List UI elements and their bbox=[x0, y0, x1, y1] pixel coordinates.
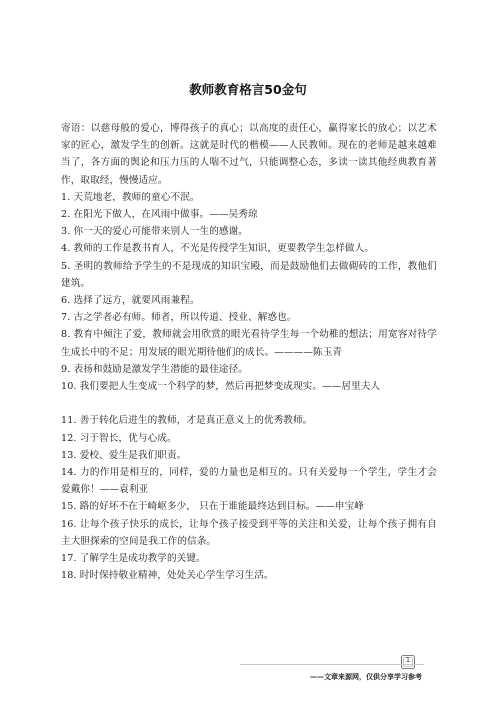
quote-item: 4. 教师的工作是教书育人，不光是传授学生知识，更要教学生怎样做人。 bbox=[61, 243, 375, 255]
quote-item: 13. 爱校、爱生是我们职责。 bbox=[61, 449, 187, 461]
quote-item: 5. 圣明的教师给予学生的不是现成的知识宝殿，而是鼓励他们去做砌砖的工作，教他们建筑。 bbox=[61, 260, 437, 289]
quote-item: 14. 力的作用是相互的，同样，爱的力量也是相互的。只有关爱每一个学生，学生才会爱戴你！——袁利亚 bbox=[61, 467, 437, 496]
document-title: 教师教育格言50金句 bbox=[189, 82, 307, 97]
quote-item: 2. 在阳光下做人，在风雨中做事。——吴秀琼 bbox=[61, 209, 258, 221]
quote-item: 18. 时时保持敬业精神，处处关心学生学习生活。 bbox=[61, 570, 274, 582]
quote-item: 12. 习于智长，优与心成。 bbox=[61, 432, 177, 444]
quote-item: 16. 让每个孩子快乐的成长，让每个孩子接受到平等的关注和关爱，让每个孩子拥有自主大胆探索的空间是我工作的信条。 bbox=[61, 518, 437, 547]
quote-item: 6. 选择了远方，就要风雨兼程。 bbox=[61, 295, 200, 307]
quote-item: 15. 路的好坏不在于崎岖多少， 只在于谁能最终达到目标。——申宝峰 bbox=[61, 501, 364, 513]
quote-item: 7. 古之学者必有师。师者，所以传道、授业、解惑也。 bbox=[61, 312, 297, 324]
page-number-badge bbox=[401, 655, 415, 669]
footer-divider bbox=[240, 664, 424, 665]
quote-item: 1. 天荒地老，教师的童心不泯。 bbox=[61, 191, 200, 203]
quote-item: 9. 表扬和鼓励是激发学生潜能的最佳途径。 bbox=[61, 363, 248, 375]
quote-item: 10. 我们要把人生变成一个科学的梦，然后再把梦变成现实。——居里夫人 bbox=[61, 381, 381, 393]
footer-source-note: ——文章来源网，仅供分享学习参考 bbox=[310, 673, 422, 681]
document-body bbox=[61, 120, 437, 584]
quote-item: 17. 了解学生是成功教学的关键。 bbox=[61, 553, 206, 565]
quote-item: 8. 教育中倾注了爱，教师就会用欣赏的眼光看待学生每一个幼稚的想法；用宽容对待学生成长中的不足；用发展的眼光期待他们的成长。————陈玉青 bbox=[61, 329, 437, 358]
quote-item: 3. 你一天的爱心可能带来别人一生的感谢。 bbox=[61, 226, 248, 238]
page-number: 1 bbox=[405, 656, 411, 664]
intro-paragraph: 寄语：以慈母般的爱心，博得孩子的真心；以高度的责任心，赢得家长的放心；以艺术家的匠心，激发学生的创新。这就是时代的楷模——人民教师。现在的老师是越来越难当了，各方面的舆论和压力压的人喘不过气，只能调整心态，多读一读其他经典教育著作，取取经，慢慢适应。 bbox=[61, 123, 437, 186]
quote-item: 11. 善于转化后进生的教师，才是真正意义上的优秀教师。 bbox=[61, 415, 313, 427]
